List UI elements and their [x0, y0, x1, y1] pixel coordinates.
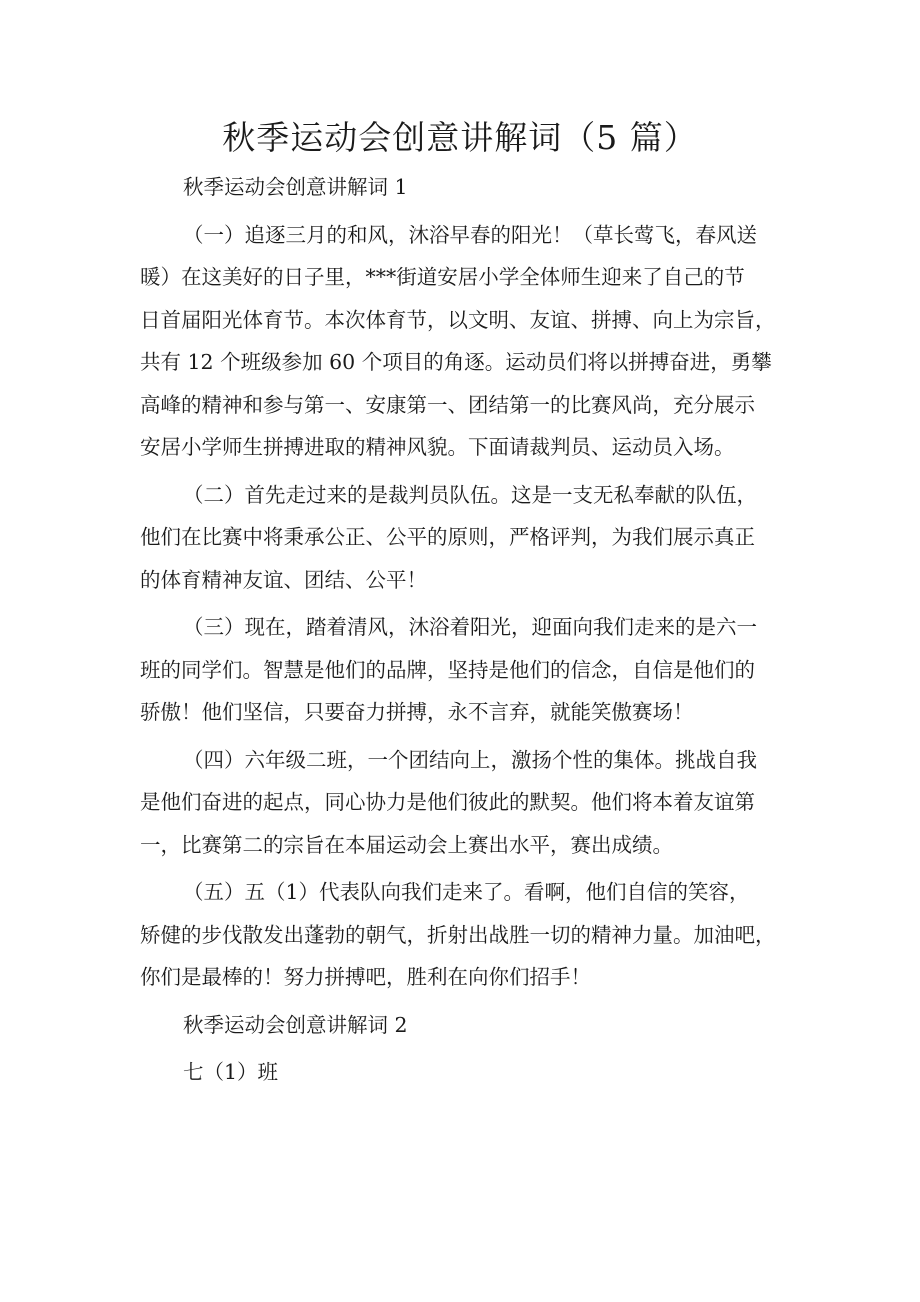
paragraph-line: （五）五（1）代表队向我们走来了。看啊，他们自信的笑容，: [183, 880, 750, 904]
paragraph-line: 暖）在这美好的日子里，***街道安居小学全体师生迎来了自己的节: [140, 265, 745, 289]
paragraph-line: 是他们奋进的起点，同心协力是他们彼此的默契。他们将本着友谊第: [140, 790, 755, 814]
class-label: 七（1）班: [183, 1060, 279, 1084]
paragraph-line: 日首届阳光体育节。本次体育节，以文明、友谊、拼搏、向上为宗旨，: [140, 307, 776, 332]
document-title: 秋季运动会创意讲解词（5 篇）: [222, 118, 698, 157]
paragraph-line: 共有 12 个班级参加 60 个项目的角逐。运动员们将以拼搏奋进，勇攀: [140, 350, 772, 374]
paragraph-line: 班的同学们。智慧是他们的品牌，坚持是他们的信念，自信是他们的: [140, 657, 755, 682]
document-body: [140, 166, 785, 1099]
paragraph-1: [140, 214, 785, 469]
section-heading-1: 秋季运动会创意讲解词 1: [183, 175, 408, 199]
paragraph-line: 的体育精神友谊、团结、公平！: [140, 567, 427, 592]
paragraph-line: （四）六年级二班，一个团结向上，激扬个性的集体。挑战自我: [183, 747, 757, 772]
paragraph-line: 他们在比赛中将秉承公正、公平的原则，严格评判，为我们展示真正: [140, 525, 755, 549]
paragraph-line: 你们是最棒的！努力拼搏吧，胜利在向你们招手！: [140, 965, 591, 989]
paragraph-line: （二）首先走过来的是裁判员队伍。这是一支无私奉献的队伍，: [183, 482, 757, 507]
paragraph-line: 骄傲！他们坚信，只要奋力拼搏，永不言弃，就能笑傲赛场！: [140, 700, 694, 724]
paragraph-line: 安居小学师生拼搏进取的精神风貌。下面请裁判员、运动员入场。: [140, 435, 735, 459]
paragraph-4: [140, 739, 785, 867]
paragraph-line: 高峰的精神和参与第一、安康第一、团结第一的比赛风尚，充分展示: [140, 392, 755, 417]
paragraph-line: 一，比赛第二的宗旨在本届运动会上赛出水平，赛出成绩。: [140, 832, 673, 857]
section-heading-2: 秋季运动会创意讲解词 2: [183, 1012, 408, 1037]
paragraph-line: 矫健的步伐散发出蓬勃的朝气，折射出战胜一切的精神力量。加油吧，: [140, 922, 776, 947]
paragraph-5: [140, 871, 785, 999]
paragraph-2: [140, 474, 785, 602]
paragraph-3: [140, 606, 785, 734]
paragraph-line: （一）追逐三月的和风，沐浴早春的阳光！（草长莺飞，春风送: [183, 222, 757, 247]
paragraph-line: （三）现在，踏着清风，沐浴着阳光，迎面向我们走来的是六一: [183, 615, 757, 639]
